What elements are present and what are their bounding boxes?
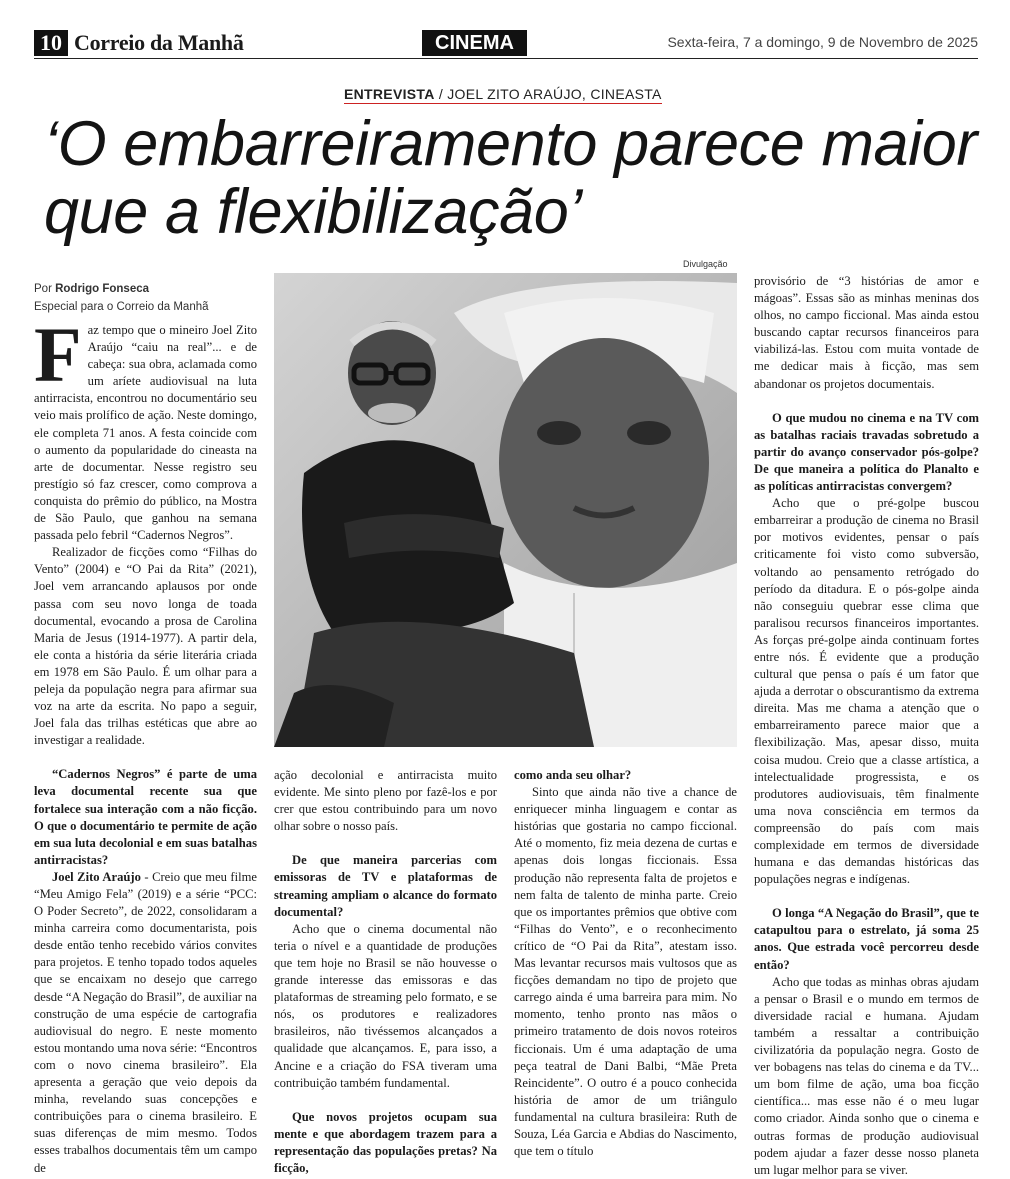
answer-3: Sinto que ainda não tive a chance de enriquecer minha linguagem e contar as histórias que gostaria no campo ficcional. Até o momento, fiz meia dezena de curtas e apenas dois longas ficcionais. Essa produção não representa falta de projetos e nem falta de talento de minha parte. Creio que os importantes prêmios que obtive com “Filhas do Vento”, e o reconhecimento crítico de “O Pai da Rita”, atestam isso. Mas levantar recursos mais vultosos que as ficções demandam no tipo de projeto que carrego ainda é uma barreira para mim. No momento, tenho pronto nas mãos o primeiro tratamento de dois novos roteiros ficcionais. Um é uma adaptação de uma peça teatral de Dani Balbi, “Mãe Preta Reincidente”. O outro é a pouco conhecida história de amor de um triângulo fundamental na cultura brasileira: Ruth de Souza, Léa Garcia e Abdias do Nascimento, que tem o título [514, 785, 737, 1159]
masthead: Correio da Manhã [74, 30, 244, 55]
answer-1-text: - Creio que meu filme “Meu Amigo Fela” (2019) e a série “PCC: O Poder Secreto”, de 2022, consolidaram a minha carreira como documentarista, pois desde então tenho recebido vários convites para projetos. E tenho topado todos aqueles que se encaixam no desejo que carrego desde “A Negação do Brasil”, de auxiliar na construção de uma espécie de cartografia audiovisual do negro. E neste momento estou montando uma nova série: “Encontros com o novo cinema brasileiro”. Ela apresenta a geração que veio depois da minha, revelando suas concepções e contribuições para o cinema brasileiro. E suas diferenças de mim mesmo. Todos esses trabalhos documentais têm um campo de [34, 869, 258, 1175]
article-photo [274, 273, 737, 747]
answer-2: Acho que o cinema documental não teria o nível e a quantidade de produções que tem hoje no Brasil se não houvesse o grande interesse das emissoras e das plataformas de streaming pelo formato, e se nós, os produtores e realizadores brasileiros, não tivéssemos alcançados a qualidade que alcançamos. E, para isso, a Ancine e a criação do FSA tiveram uma contribuição também fundamental. [274, 921, 497, 1090]
column-1 [34, 311, 258, 1177]
lead-text: az tempo que o mineiro Joel Zito Araújo “caiu na real”... e de cabeça: sua obra, aclamada como um aríete audiovisual na luta antirracista, encontrou no documentário seu veio mais prolífico de ação. Neste domingo, ele completa 71 anos. A festa coincide com o aumento da popularidade do cineasta na arte de documentar. Nesse registro seu prestígio só faz crescer, como comprova a conquista do prêmio do público, na Mostra de São Paulo, que ganhou na semana passada pelo febril “Cadernos Negros”. [34, 323, 257, 543]
page-number: 10 [34, 30, 68, 56]
section-label: CINEMA [422, 30, 527, 56]
kicker [344, 86, 662, 104]
dateline: Sexta-feira, 7 a domingo, 9 de Novembro de 2025 [667, 34, 978, 50]
kicker-subject: JOEL ZITO ARAÚJO, CINEASTA [447, 86, 662, 102]
question-4: O que mudou no cinema e na TV com as batalhas raciais travadas sobretudo a partir do avanço conservador pós-golpe? De que maneira a política do Planalto e as políticas antirracistas convergem? [754, 410, 979, 494]
interviewee-name: Joel Zito Araújo [52, 869, 141, 884]
question-3-end: como anda seu olhar? [514, 768, 632, 782]
drop-cap: F [34, 311, 82, 398]
byline-prefix: Por [34, 283, 56, 295]
question-1: “Cadernos Negros” é parte de uma leva documental recente sua que fortalece sua interação com a não ficção. O que o documentário te permite de ação em sua luta decolonial e em suas batalhas antirracistas? [34, 767, 257, 867]
answer-5: Acho que todas as minhas obras ajudam a pensar o Brasil e o mundo em termos de diversidade racial e humana. Ajudam também a ressaltar a contribuição civilizatória da população negra. Gosto de ver bobagens nas telas do cinema e da TV... um bom filme de ação, uma boa ficção científica... mas esse não é o meu lugar como criador. Ainda sonho que o cinema e outras formas de produção audiovisual podem ajudar a fazer desse nosso planeta um lugar melhor para se viver. [754, 974, 979, 1177]
column-2 [274, 767, 497, 1177]
column-3 [514, 767, 737, 1160]
byline-author: Rodrigo Fonseca [55, 283, 150, 295]
answer-1 [34, 869, 257, 1177]
photo-credit: Divulgação [683, 259, 728, 269]
question-5: O longa “A Negação do Brasil”, que te catapultou para o estrelato, já soma 25 anos. Que estrada você percorreu desde então? [754, 906, 979, 972]
lead-paragraph [34, 311, 257, 544]
question-3: Que novos projetos ocupam sua mente e que abordagem trazem para a representação das populações pretas? Na ficção, [274, 1109, 497, 1175]
column-4 [754, 273, 979, 1179]
kicker-separator: / [434, 86, 448, 102]
page-header [34, 30, 978, 59]
paragraph: Realizador de ficções como “Filhas do Vento” (2004) e “O Pai da Rita” (2021), Joel vem arrancando aplausos por onde passa com seu novo longa de toada documental, evocando a prosa de Carolina Maria de Jesus (1914-1977). A partir dela, ele conta a história da série literária criada em 1978 em São Paulo. É um olhar para a peleja da população negra para afirmar sua voz na arte da escrita. No papo a seguir, Joel fala das trilhas estéticas que abre ao investigar a realidade. [34, 545, 257, 748]
headline: ‘O embarreiramento parece maior que a flexibilização’ [44, 109, 977, 247]
kicker-label: ENTREVISTA [344, 86, 435, 102]
answer-4: Acho que o pré-golpe buscou embarreirar a produção de cinema no Brasil por motivos evidentes, pensar o país criticamente foi visto como subversão, voltando ao pensamento retrógado do período da ditadura. E o pós-golpe ainda não conseguiu quebrar esse clima que paralisou recursos financeiros importantes. As forças pré-golpe ainda continuam fortes entre nós. É evidente que a produção cultural que pensa o país é um fator que ajuda a derrotar o obscurantismo da extrema direita. Mas me chama a atenção que o embarreiramento parece maior que a flexibilização. Mas, apesar disso, muita coisa mudou. Creio que a classe artística, a intelectualidade progressista, e os produtores audiovisuais, têm finalmente uma nova consciência em termos da compreensão do país com mais complexidade em termos de diversidade humana e das demandas históricas das populações negras e indígenas. [754, 496, 979, 887]
answer-1-continued: ação decolonial e antirracista muito evidente. Me sinto pleno por fazê-los e por crer que estou contribuindo para um novo olhar sobre o nosso país. [274, 768, 497, 834]
question-2: De que maneira parcerias com emissoras de TV e plataformas de streaming ampliam o alcance do formato documental? [274, 853, 497, 919]
answer-3-continued: provisório de “3 histórias de amor e mágoas”. Essas são as minhas meninas dos olhos, no campo ficcional. Mas ainda estou buscando captar recursos financeiros para viabilizá-las. Estou com muita vontade de me dedicar mais à ficção, mas sem abandonar os projetos documentais. [754, 274, 979, 391]
byline-affiliation: Especial para o Correio da Manhã [34, 301, 209, 313]
portrait-photo-illustration [274, 273, 737, 747]
